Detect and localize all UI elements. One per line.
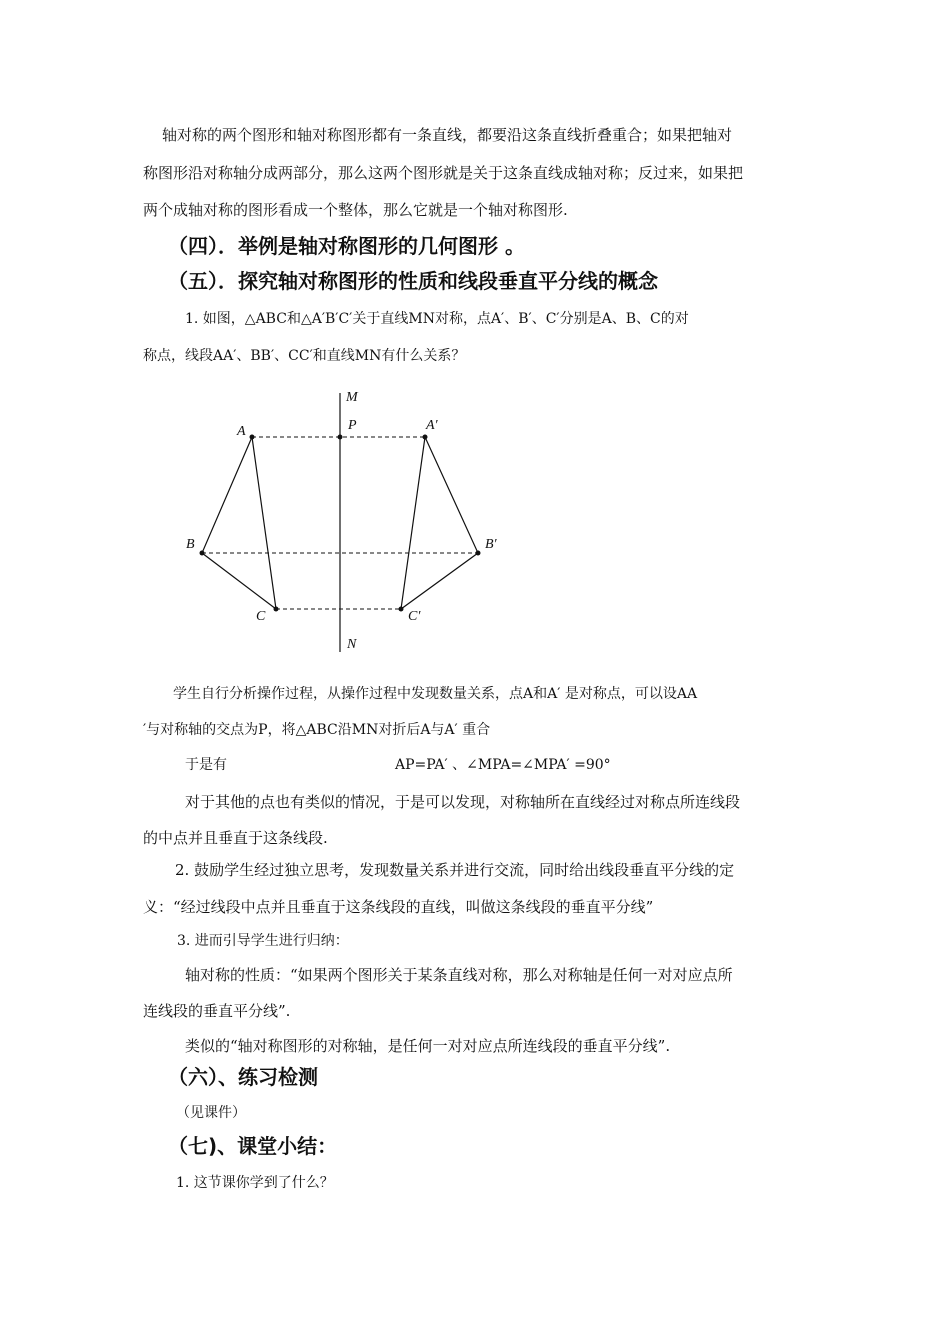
question-2-line-1: 2. 鼓励学生经过独立思考，发现数量关系并进行交流，同时给出线段垂直平分线的定 (175, 861, 735, 879)
question-1-line-2: 称点，线段AA′、BB′、CC′和直线MN有什么关系？ (143, 348, 466, 364)
label-a-prime: A′ (426, 418, 438, 433)
summary-question-1: 1. 这节课你学到了什么？ (176, 1175, 334, 1191)
label-b-prime: B′ (485, 537, 497, 552)
label-c: C (256, 609, 266, 624)
analysis-line-2: ′与对称轴的交点为P，将△ABC沿MN对折后A与A′ 重合 (143, 722, 491, 738)
heading-seven: （七)、课堂小结： (168, 1134, 338, 1158)
label-p: P (348, 418, 357, 433)
point-c (274, 607, 279, 612)
point-a (250, 435, 255, 440)
property-line-2: 连线段的垂直平分线”. (143, 1002, 291, 1020)
analysis-line-1: 学生自行分析操作过程，从操作过程中发现数量关系，点A和A′ 是对称点，可以设AA (173, 686, 698, 702)
question-3-line-1: 3. 进而引导学生进行归纳： (177, 933, 349, 949)
see-courseware: （见课件） (176, 1105, 246, 1121)
intro-line-3: 两个成轴对称的图形看成一个整体，那么它就是一个轴对称图形. (143, 201, 568, 219)
triangle-abc (202, 437, 276, 609)
label-c-prime: C′ (408, 609, 421, 624)
point-a-prime (423, 435, 428, 440)
point-p (338, 435, 343, 440)
label-b: B (186, 537, 195, 552)
heading-four: （四）．举例是轴对称图形的几何图形 。 (168, 234, 525, 258)
so-label: 于是有 (185, 757, 227, 773)
label-m: M (346, 390, 358, 405)
heading-six: （六）、练习检测 (168, 1065, 318, 1089)
label-a: A (237, 424, 246, 439)
analysis-line-3: 对于其他的点也有类似的情况，于是可以发现，对称轴所在直线经过对称点所连线段 (185, 793, 741, 811)
intro-line-1: 轴对称的两个图形和轴对称图形都有一条直线，都要沿这条直线折叠重合；如果把轴对 (162, 126, 733, 144)
question-1-line-1: 1. 如图，△ABC和△A′B′C′关于直线MN对称，点A′、B′、C′分别是A、B、C的对 (185, 311, 689, 327)
intro-line-2: 称图形沿对称轴分成两部分，那么这两个图形就是关于这条直线成轴对称；反过来，如果把 (143, 164, 744, 182)
analysis-line-4: 的中点并且垂直于这条线段. (143, 829, 328, 847)
symmetry-figure (180, 380, 540, 660)
heading-five: （五）．探究轴对称图形的性质和线段垂直平分线的概念 (168, 269, 658, 293)
question-2-line-2: 义：“经过线段中点并且垂直于这条线段的直线，叫做这条线段的垂直平分线” (143, 898, 654, 916)
point-b (200, 551, 205, 556)
so-formula: AP=PA′ 、∠MPA=∠MPA′ =90° (395, 757, 611, 773)
property-line-1: 轴对称的性质：“如果两个图形关于某条直线对称，那么对称轴是任何一对对应点所 (185, 966, 733, 984)
point-c-prime (399, 607, 404, 612)
label-n: N (347, 637, 357, 652)
triangle-abc-prime (401, 437, 478, 609)
point-b-prime (476, 551, 481, 556)
property-line-3: 类似的“轴对称图形的对称轴，是任何一对对应点所连线段的垂直平分线”. (185, 1037, 671, 1055)
